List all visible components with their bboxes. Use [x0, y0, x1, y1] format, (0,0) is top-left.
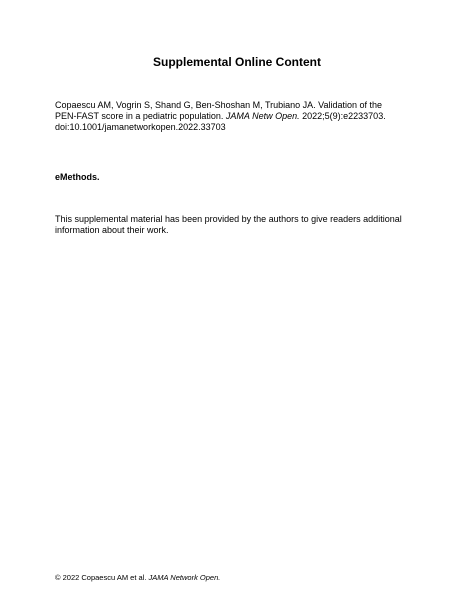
- citation-line-1: Copaescu AM, Vogrin S, Shand G, Ben-Shoshan M, Trubiano JA. Validation of the: [55, 100, 383, 110]
- footer-journal: JAMA Network Open.: [148, 573, 221, 582]
- description: [55, 214, 425, 236]
- description-line-1: This supplemental material has been provided by the authors to give readers additional: [55, 214, 402, 224]
- page-title: Supplemental Online Content: [152, 55, 321, 69]
- citation: [55, 100, 425, 133]
- citation-volume: 2022;5(9):e2233703.: [299, 111, 386, 121]
- citation-line-2: [55, 111, 425, 122]
- footer-copyright: [55, 573, 220, 583]
- citation-doi: doi:10.1001/jamanetworkopen.2022.33703: [55, 122, 226, 132]
- description-line-2: information about their work.: [55, 225, 169, 235]
- citation-journal: JAMA Netw Open.: [225, 111, 300, 121]
- section-heading-emethods: eMethods.: [55, 172, 100, 182]
- footer-text: © 2022 Copaescu AM et al.: [55, 573, 149, 582]
- citation-text: PEN-FAST score in a pediatric population.: [55, 111, 226, 121]
